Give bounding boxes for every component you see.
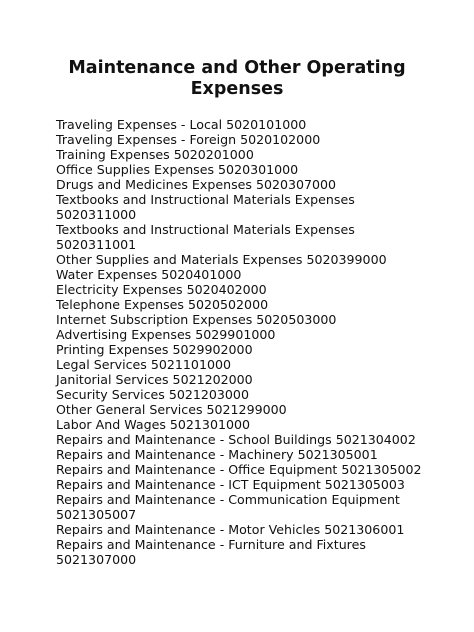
list-item bbox=[56, 297, 456, 312]
list-item-text: Printing Expenses 5029902000 bbox=[56, 342, 253, 357]
list-item bbox=[56, 312, 456, 327]
list-item bbox=[56, 432, 456, 447]
list-item-text: Labor And Wages 5021301000 bbox=[56, 417, 251, 432]
list-item bbox=[56, 222, 456, 252]
list-item bbox=[56, 447, 456, 462]
title-line-1: Maintenance and Other Operating bbox=[68, 58, 406, 78]
list-item-text: Repairs and Maintenance - Communication Equipment bbox=[56, 492, 400, 507]
list-item bbox=[56, 282, 456, 297]
list-item-text: Water Expenses 5020401000 bbox=[56, 267, 242, 282]
list-item-text: Legal Services 5021101000 bbox=[56, 357, 231, 372]
list-item bbox=[56, 117, 456, 132]
list-item-text: Repairs and Maintenance - Machinery 5021305001 bbox=[56, 447, 378, 462]
list-item bbox=[56, 462, 456, 477]
list-item bbox=[56, 342, 456, 357]
list-item-text: Office Supplies Expenses 5020301000 bbox=[56, 162, 299, 177]
list-item bbox=[56, 417, 456, 432]
list-item-text: Drugs and Medicines Expenses 5020307000 bbox=[56, 177, 337, 192]
list-item bbox=[56, 357, 456, 372]
list-item bbox=[56, 327, 456, 342]
list-item-text: Electricity Expenses 5020402000 bbox=[56, 282, 267, 297]
expense-list bbox=[56, 117, 456, 567]
list-item bbox=[56, 522, 456, 537]
page-title bbox=[0, 58, 474, 100]
list-item-code: 5021305007 bbox=[56, 507, 137, 522]
list-item bbox=[56, 477, 456, 492]
list-item bbox=[56, 372, 456, 387]
list-item bbox=[56, 492, 456, 522]
list-item-text: Security Services 5021203000 bbox=[56, 387, 249, 402]
list-item-text: Internet Subscription Expenses 5020503000 bbox=[56, 312, 337, 327]
list-item-text: Repairs and Maintenance - ICT Equipment 5021305003 bbox=[56, 477, 405, 492]
list-item bbox=[56, 162, 456, 177]
list-item-code: 5020311001 bbox=[56, 237, 137, 252]
list-item-text: Telephone Expenses 5020502000 bbox=[56, 297, 269, 312]
list-item-text: Textbooks and Instructional Materials Expenses bbox=[56, 222, 355, 237]
list-item bbox=[56, 267, 456, 282]
list-item-text: Repairs and Maintenance - School Buildings 5021304002 bbox=[56, 432, 416, 447]
list-item bbox=[56, 132, 456, 147]
list-item-text: Repairs and Maintenance - Furniture and Fixtures bbox=[56, 537, 366, 552]
list-item bbox=[56, 252, 456, 267]
title-line-2: Expenses bbox=[190, 79, 284, 99]
list-item bbox=[56, 402, 456, 417]
list-item-text: Other General Services 5021299000 bbox=[56, 402, 287, 417]
list-item-text: Traveling Expenses - Local 5020101000 bbox=[56, 117, 307, 132]
list-item-text: Repairs and Maintenance - Motor Vehicles 5021306001 bbox=[56, 522, 405, 537]
list-item bbox=[56, 537, 456, 567]
list-item-text: Traveling Expenses - Foreign 5020102000 bbox=[56, 132, 321, 147]
list-item bbox=[56, 177, 456, 192]
list-item bbox=[56, 387, 456, 402]
list-item-text: Other Supplies and Materials Expenses 5020399000 bbox=[56, 252, 387, 267]
list-item-text: Textbooks and Instructional Materials Expenses bbox=[56, 192, 355, 207]
list-item bbox=[56, 192, 456, 222]
list-item-code: 5020311000 bbox=[56, 207, 137, 222]
list-item-text: Janitorial Services 5021202000 bbox=[56, 372, 253, 387]
list-item-code: 5021307000 bbox=[56, 552, 137, 567]
list-item-text: Training Expenses 5020201000 bbox=[56, 147, 254, 162]
list-item-text: Repairs and Maintenance - Office Equipment 5021305002 bbox=[56, 462, 422, 477]
list-item-text: Advertising Expenses 5029901000 bbox=[56, 327, 276, 342]
list-item bbox=[56, 147, 456, 162]
